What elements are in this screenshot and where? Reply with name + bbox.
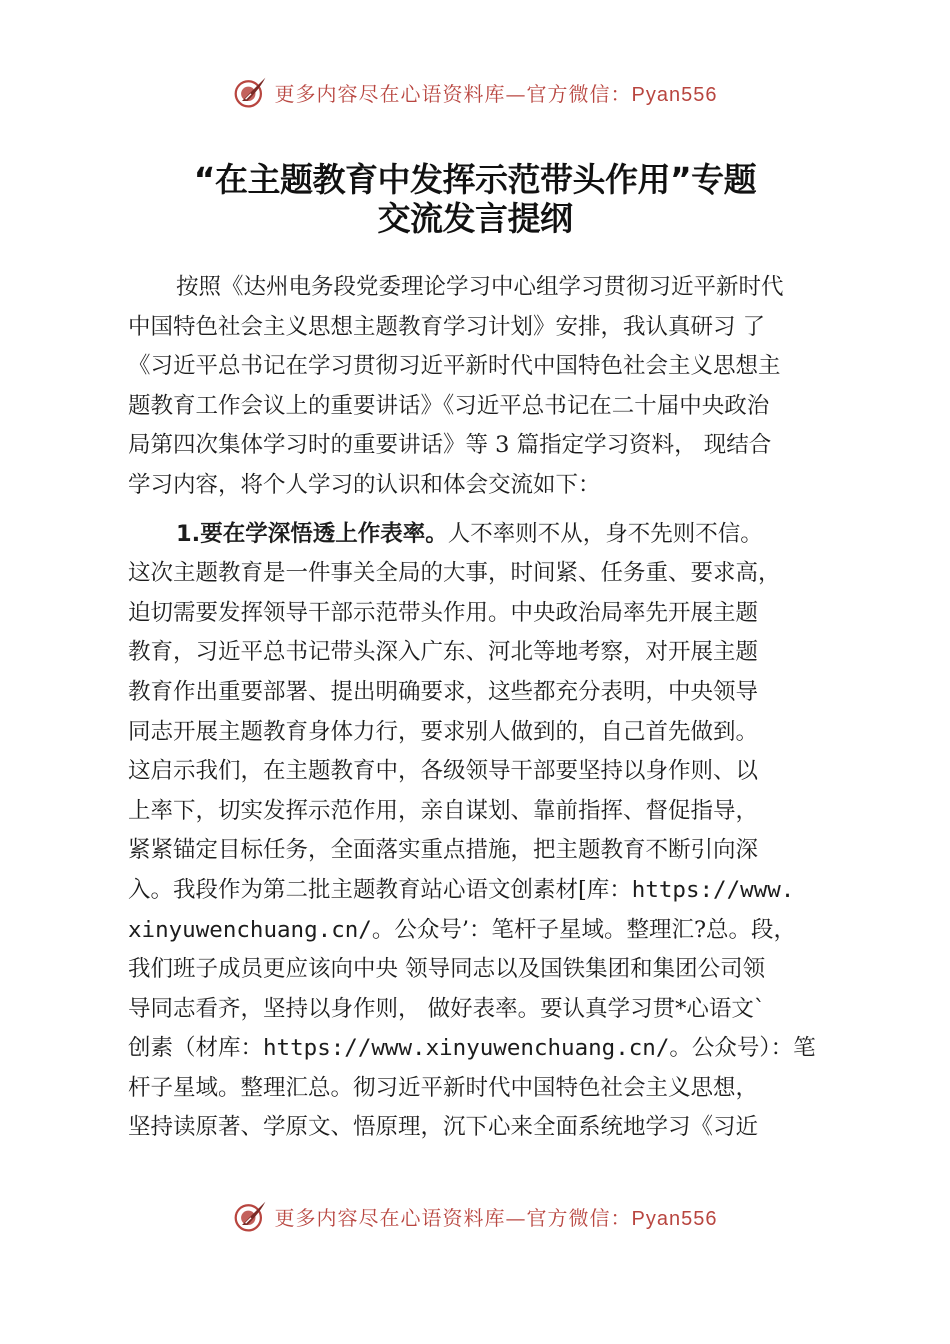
text-span: 入。我段作为第二批主题教育站心语文创素材[库： [128, 876, 632, 903]
text-line: 上率下，切实发挥示范作用，亲自谋划、靠前指挥、督促指导， [128, 797, 759, 824]
quill-seal-logo-icon [233, 1198, 269, 1234]
intro-paragraph [128, 268, 852, 506]
banner-text: 更多内容尽在心语资料库—官方微信：Pyan556 [274, 1205, 718, 1230]
text-line: 导同志看齐，坚持以身作则， 做好表率。要认真学习贯*心语文` [128, 995, 766, 1022]
document-title [100, 160, 850, 238]
text-line [128, 871, 852, 911]
text-line: 题教育工作会议上的重要讲话》《习近平总书记在二十届中央政治 [128, 392, 770, 419]
text-line [128, 1029, 852, 1069]
text-span: 创素（材库： [128, 1035, 264, 1062]
text-line: 按照《达州电务段党委理论学习中心组学习贯彻习近平新时代 [176, 274, 784, 300]
text-line: 同志开展主题教育身体力行，要求别人做到的，自己首先做到。 [128, 718, 759, 745]
title-line-2: 交流发言提纲 [377, 199, 573, 238]
banner-text: 更多内容尽在心语资料库—官方微信：Pyan556 [274, 81, 718, 106]
section-1-paragraph [128, 515, 852, 1149]
footer-watermark-banner [0, 1194, 950, 1238]
text-span: 人不率则不从，身不先则不信。 [447, 520, 763, 547]
text-line [128, 911, 852, 951]
document-body [128, 268, 852, 1148]
url-text: https://www.xinyuwenchuang.cn/ [263, 1035, 670, 1062]
text-line [128, 515, 852, 555]
text-span: 。公众号’：笔杆子星域。整理汇?总。段， [371, 916, 797, 943]
text-line: 中国特色社会主义思想主题教育学习计划》安排，我认真研习 了 [128, 313, 766, 340]
url-text: https://www. [631, 876, 795, 903]
text-span: 。公众号）：笔 [669, 1035, 816, 1062]
section-1-heading: 1.要在学深悟透上作表率。 [176, 520, 448, 547]
text-line: 我们班子成员更应该向中央 领导同志以及国铁集团和集团公司领 [128, 956, 766, 983]
title-line-1: “在主题教育中发挥示范带头作用”专题 [193, 160, 757, 199]
wechat-id: Pyan556 [631, 1207, 718, 1230]
text-line: 教育，习近平总书记带头深入广东、河北等地考察，对开展主题 [128, 639, 759, 666]
text-line: 迫切需要发挥领导干部示范带头作用。中央政治局率先开展主题 [128, 599, 759, 626]
wechat-id: Pyan556 [631, 83, 718, 106]
text-line: 局第四次集体学习时的重要讲话》等 3 篇指定学习资料， 现结合 [128, 432, 772, 459]
text-line: 坚持读原著、学原文、悟原理，沉下心来全面系统地学习《习近 [128, 1114, 759, 1141]
text-line: 《习近平总书记在学习贯彻习近平新时代中国特色社会主义思想主 [128, 353, 781, 380]
quill-seal-logo-icon [233, 74, 269, 110]
text-line: 紧紧锚定目标任务，全面落实重点措施，把主题教育不断引向深 [128, 837, 759, 864]
text-line: 这启示我们，在主题教育中，各级领导干部要坚持以身作则、以 [128, 758, 759, 785]
text-line: 教育作出重要部署、提出明确要求，这些都充分表明，中央领导 [128, 678, 759, 705]
header-watermark-banner [0, 70, 950, 114]
url-text: xinyuwenchuang.cn/ [128, 916, 372, 943]
text-line: 杆子星域。整理汇总。彻习近平新时代中国特色社会主义思想， [128, 1074, 759, 1101]
text-line: 这次主题教育是一件事关全局的大事，时间紧、任务重、要求高， [128, 560, 781, 587]
text-line: 学习内容，将个人学习的认识和体会交流如下： [128, 471, 601, 498]
